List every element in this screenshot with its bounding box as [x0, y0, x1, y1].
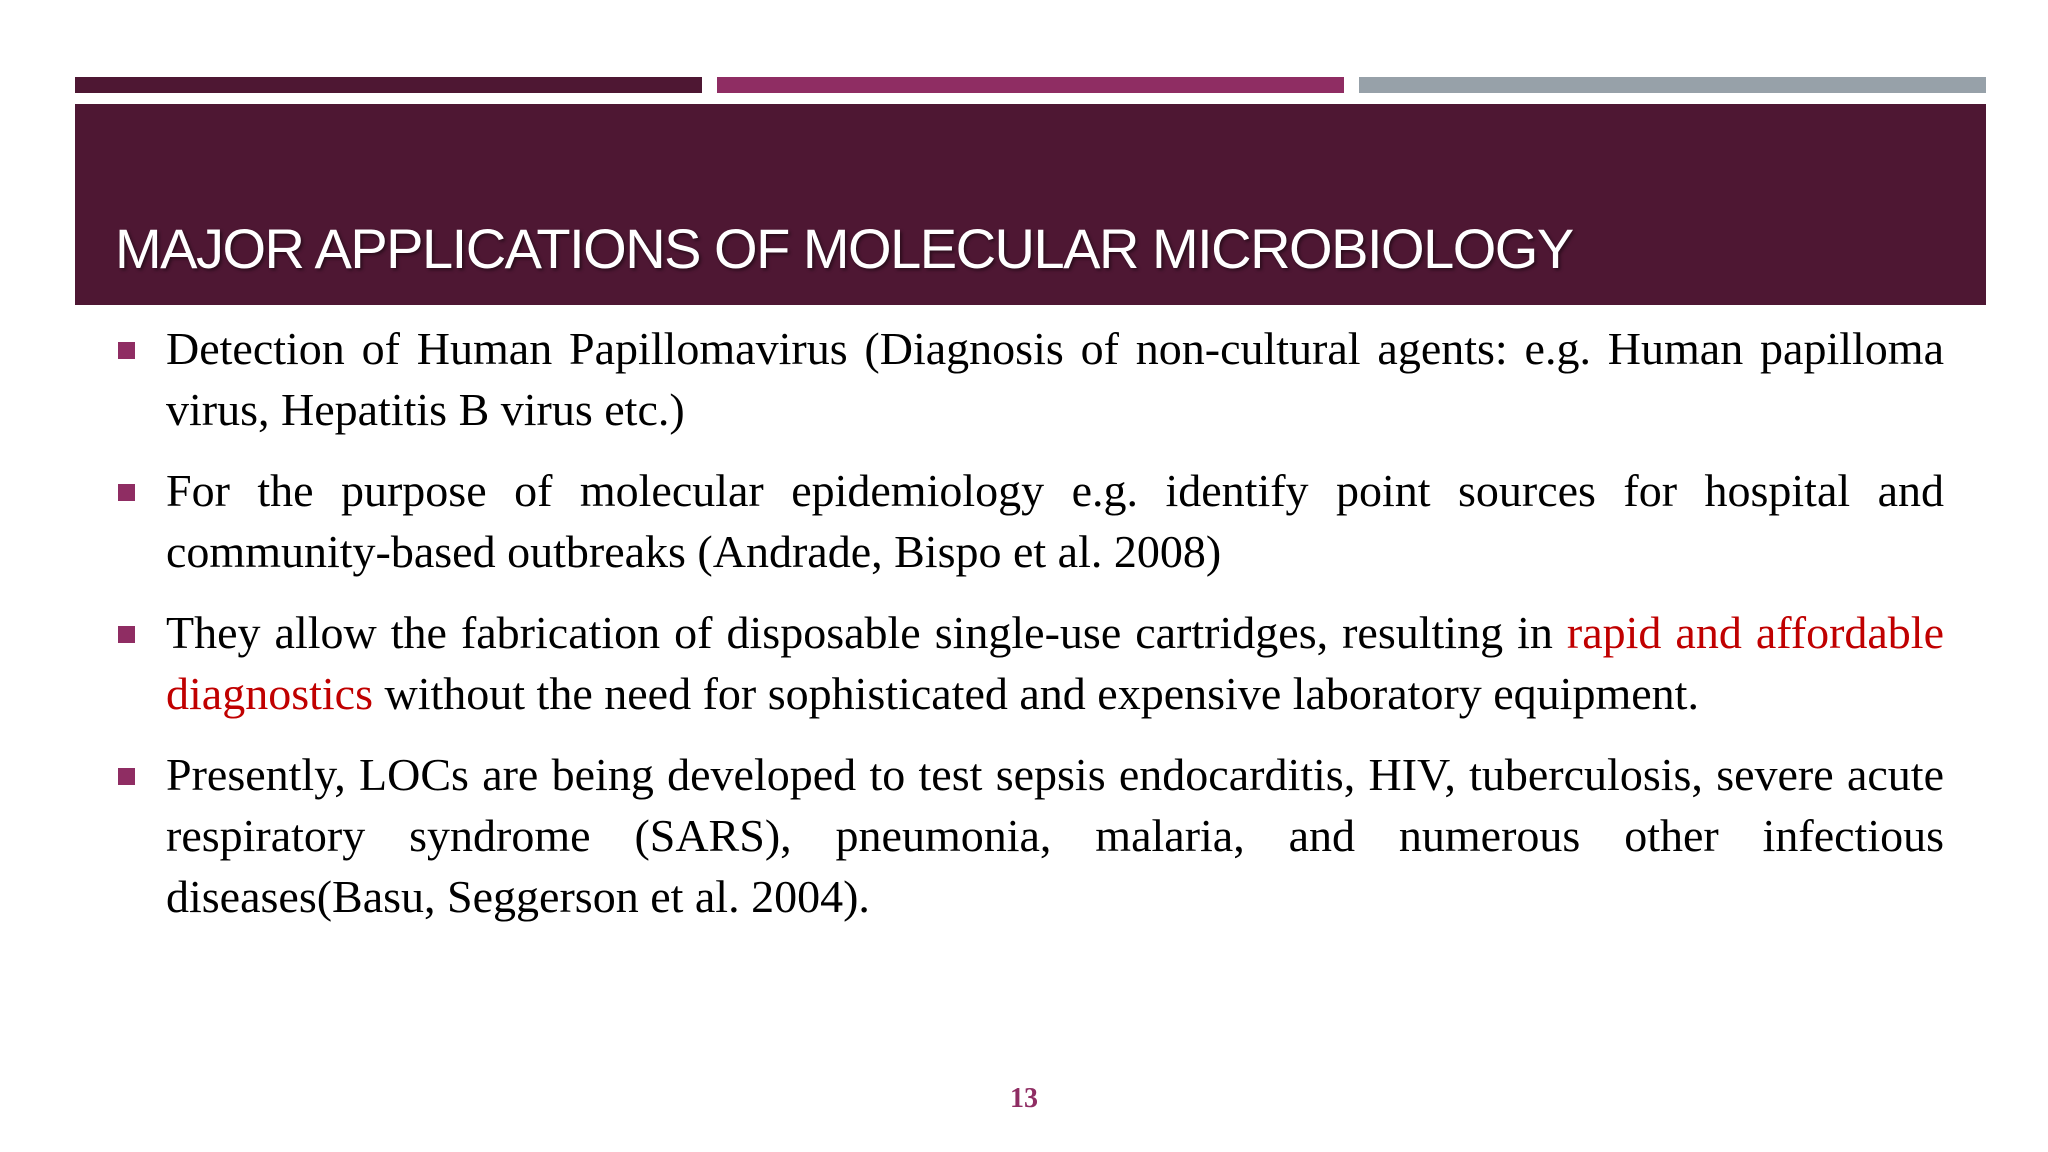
- bullet-list: [114, 318, 1944, 947]
- bullet-text: Presently, LOCs are being developed to test sepsis endocarditis, HIV, tuberculosis, severe acute respiratory syndrome (SARS), pneumonia, malaria, and numerous other infectious diseases(Basu, Seggerson et al. 2004).: [166, 749, 1944, 922]
- bullet-item: [114, 744, 1944, 927]
- bullet-item: [114, 460, 1944, 582]
- title-band: [75, 104, 1986, 305]
- accent-bar-gray: [1359, 77, 1986, 93]
- bullet-highlight-text: rapid and affordable diagnostics: [166, 607, 1944, 719]
- accent-bar-magenta: [717, 77, 1344, 93]
- square-bullet-icon: [118, 484, 135, 501]
- bullet-item: [114, 318, 1944, 440]
- bullet-text-before: They allow the fabrication of disposable single-use cartridges, resulting in: [166, 607, 1567, 658]
- square-bullet-icon: [118, 342, 135, 359]
- bullet-text: For the purpose of molecular epidemiology e.g. identify point sources for hospital and community-based outbreaks (Andrade, Bispo et al. 2008): [166, 465, 1944, 577]
- square-bullet-icon: [118, 626, 135, 643]
- accent-bar-dark: [75, 77, 702, 93]
- slide-title: MAJOR APPLICATIONS OF MOLECULAR MICROBIOLOGY: [115, 217, 1573, 280]
- square-bullet-icon: [118, 768, 135, 785]
- bullet-text: Detection of Human Papillomavirus (Diagnosis of non-cultural agents: e.g. Human papilloma virus, Hepatitis B virus etc.): [166, 323, 1944, 435]
- page-number: 13: [1010, 1083, 1038, 1114]
- bullet-item: [114, 602, 1944, 724]
- bullet-text-after: without the need for sophisticated and expensive laboratory equipment.: [372, 668, 1699, 719]
